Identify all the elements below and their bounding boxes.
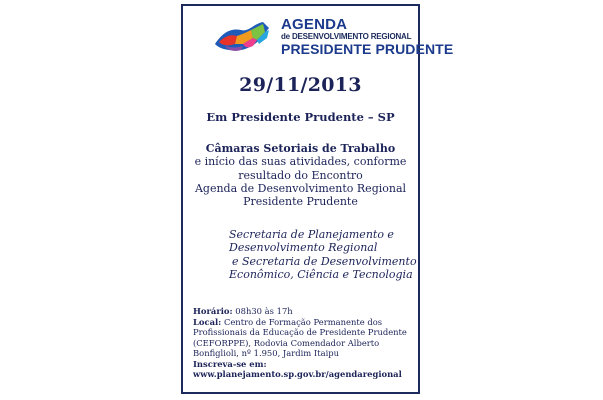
- map-shape-logo-icon: [213, 18, 277, 56]
- description-line: Presidente Prudente: [243, 195, 358, 209]
- organizer-line: Secretaria de Planejamento e: [229, 228, 394, 241]
- location-line: Bonfiglioli, nº 1.950, Jardim Itaipu: [193, 348, 340, 358]
- signup-url-link[interactable]: www.planejamento.sp.gov.br/agendaregional: [193, 369, 402, 379]
- schedule-value: 08h30 às 17h: [232, 306, 293, 316]
- logo-agenda: AGENDA: [281, 16, 348, 33]
- logo-subtitle: de DESENVOLVIMENTO REGIONAL: [281, 32, 412, 41]
- organizer-line: Desenvolvimento Regional: [229, 241, 378, 255]
- organizer-line: e Secretaria de Desenvolvimento: [232, 254, 417, 268]
- location-label: Local:: [193, 316, 222, 327]
- signup-label: Inscreva-se em:: [193, 358, 267, 369]
- location-row: [193, 317, 419, 328]
- event-date: 29/11/2013: [239, 74, 362, 96]
- logo-city: PRESIDENTE PRUDENTE: [281, 41, 454, 57]
- organizers: [229, 228, 419, 281]
- description-title: Câmaras Setoriais de Trabalho: [205, 142, 396, 155]
- location-line: (CEFORPPE), Rodovia Comendador Alberto: [193, 337, 380, 348]
- location-line: Centro de Formação Permanente dos: [221, 316, 383, 327]
- event-place: Em Presidente Prudente – SP: [206, 110, 395, 124]
- description-line: resultado do Encontro: [238, 168, 363, 182]
- description-line: Agenda de Desenvolvimento Regional: [194, 181, 407, 195]
- location-line: Profissionais da Educação de Presidente Prudente: [193, 327, 407, 337]
- schedule-label: Horário:: [193, 306, 233, 316]
- schedule-row: [193, 306, 419, 317]
- signup-row: [193, 359, 419, 370]
- agenda-logo: [213, 16, 454, 61]
- event-info: [193, 306, 419, 380]
- organizer-line: Econômico, Ciência e Tecnologia: [229, 267, 413, 281]
- description-line: e início das suas atividades, conforme: [194, 155, 407, 169]
- event-flyer: [181, 4, 454, 394]
- logo-text: [281, 17, 453, 57]
- event-description: [183, 142, 418, 208]
